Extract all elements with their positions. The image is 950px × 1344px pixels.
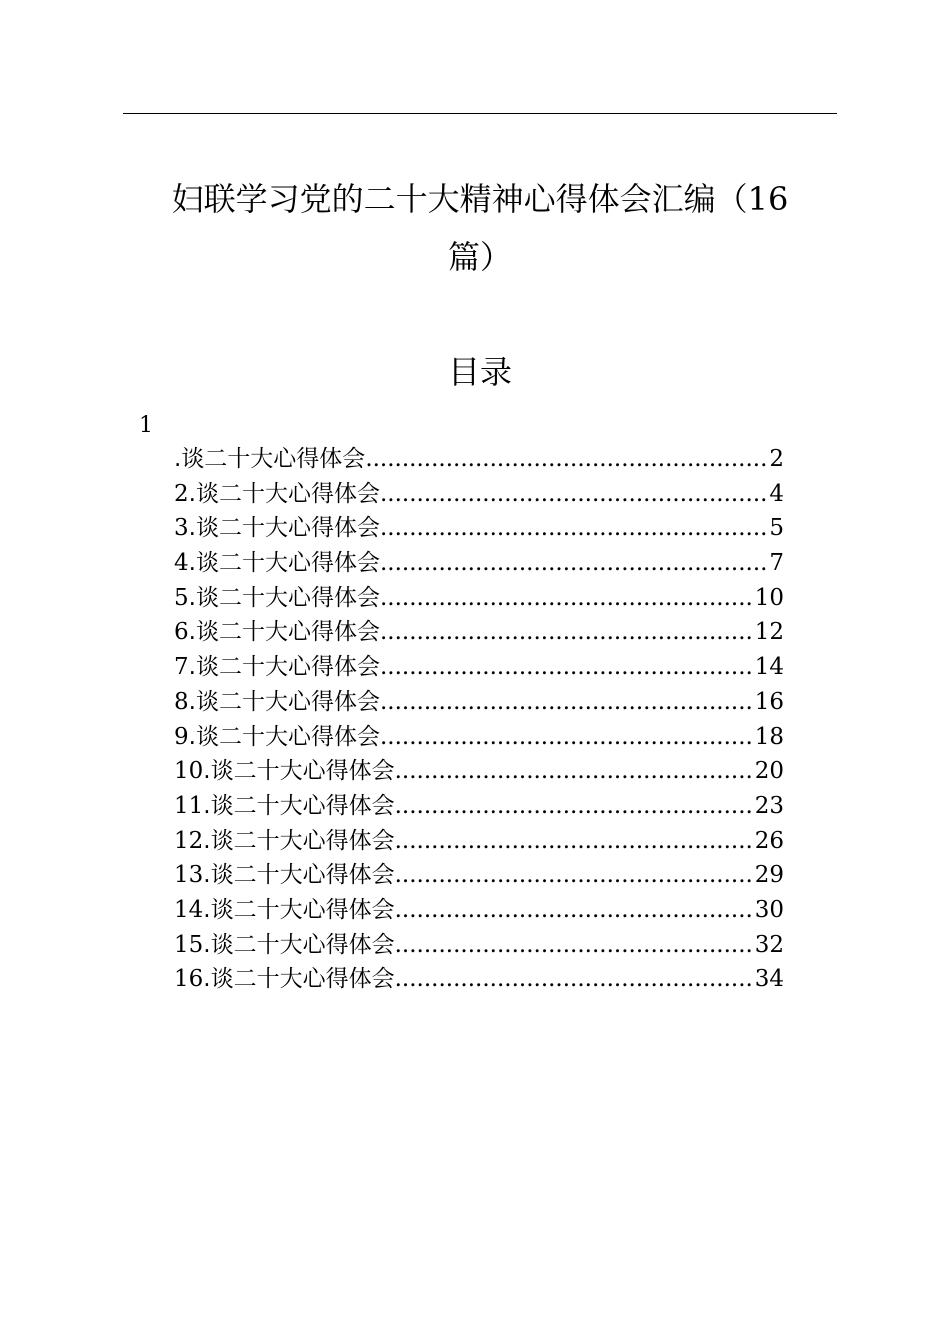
toc-entry-number: 6	[174, 619, 189, 646]
toc-dot-leader	[395, 928, 755, 963]
toc-page-number: 23	[754, 792, 784, 819]
toc-entry[interactable]	[174, 511, 784, 546]
toc-dot-leader	[380, 650, 755, 685]
toc-dot-leader	[380, 615, 755, 650]
toc-page-number: 14	[754, 654, 784, 681]
toc-page-number: 26	[754, 827, 784, 854]
toc-entry-title	[174, 442, 365, 477]
toc-dot-leader	[380, 581, 755, 616]
toc-entry-number: 5	[174, 584, 189, 611]
toc-entry-number: 11	[174, 792, 204, 819]
toc-entry[interactable]	[174, 685, 784, 720]
toc-entry-label: .谈二十大心得体会	[188, 688, 380, 715]
toc-entry[interactable]	[174, 615, 784, 650]
toc-dot-leader	[380, 720, 755, 755]
toc-entry-title	[174, 928, 395, 963]
toc-entry[interactable]	[174, 789, 784, 824]
toc-page-number: 32	[754, 931, 784, 958]
toc-entry-title	[174, 477, 380, 512]
toc-entry[interactable]	[174, 477, 784, 512]
toc-entry-title	[174, 789, 395, 824]
toc-entry-label: .谈二十大心得体会	[203, 792, 395, 819]
toc-entry[interactable]	[174, 546, 784, 581]
toc-entry-label: .谈二十大心得体会	[203, 931, 395, 958]
toc-entry-title	[174, 581, 380, 616]
toc-entry-label: .谈二十大心得体会	[188, 584, 380, 611]
toc-dot-leader	[365, 442, 769, 477]
toc-entry-title	[174, 893, 395, 928]
toc-entry-number: 8	[174, 688, 189, 715]
toc-page-number: 7	[769, 550, 784, 577]
toc-page-number: 10	[754, 584, 784, 611]
toc-page-number: 34	[754, 966, 784, 993]
toc-entry-number: 3	[174, 515, 189, 542]
toc-entry-title	[174, 685, 380, 720]
toc-entry-number: 10	[174, 758, 204, 785]
toc-dot-leader	[380, 685, 755, 720]
toc-entry-title	[174, 511, 380, 546]
toc-dot-leader	[395, 858, 755, 893]
toc-entry-number: 7	[174, 654, 189, 681]
toc-entry[interactable]	[174, 962, 784, 997]
toc-entry[interactable]	[174, 581, 784, 616]
toc-entry-number: 14	[174, 896, 204, 923]
toc-page-number: 4	[769, 480, 784, 507]
toc-entry-number: 2	[174, 480, 189, 507]
toc-entry-title	[174, 720, 380, 755]
toc-entry-label: .谈二十大心得体会	[188, 723, 380, 750]
toc-dot-leader	[395, 754, 755, 789]
toc-entry[interactable]	[174, 824, 784, 859]
toc-entry-title	[174, 650, 380, 685]
toc-entry-number: 15	[174, 931, 204, 958]
toc-dot-leader	[380, 511, 769, 546]
toc-entry-label: .谈二十大心得体会	[203, 827, 395, 854]
toc-dot-leader	[395, 824, 755, 859]
toc-entry-label: .谈二十大心得体会	[203, 896, 395, 923]
toc-entry-label: .谈二十大心得体会	[174, 446, 366, 472]
toc-entry[interactable]	[174, 893, 784, 928]
toc-marker: 1	[139, 413, 153, 438]
toc-entry-title	[174, 824, 395, 859]
toc-entry-title	[174, 754, 395, 789]
toc-dot-leader	[395, 893, 755, 928]
toc-dot-leader	[395, 962, 755, 997]
toc-entry-label: .谈二十大心得体会	[203, 758, 395, 785]
toc-entry-label: .谈二十大心得体会	[203, 966, 395, 993]
toc-page-number: 2	[769, 446, 784, 472]
title-line-1	[135, 170, 825, 228]
title-count: 16	[747, 180, 789, 218]
toc-entry-number: 16	[174, 966, 204, 993]
toc-entry-number: 12	[174, 827, 204, 854]
toc-entry-label: .谈二十大心得体会	[188, 654, 380, 681]
toc-entry[interactable]	[174, 442, 784, 477]
toc-entry[interactable]	[174, 928, 784, 963]
toc-page-number: 20	[754, 758, 784, 785]
toc-dot-leader	[380, 477, 769, 512]
toc-entry-label: .谈二十大心得体会	[188, 550, 380, 577]
toc-dot-leader	[395, 789, 755, 824]
toc-page-number: 29	[754, 862, 784, 889]
toc-page-number: 18	[754, 723, 784, 750]
toc-entry[interactable]	[174, 650, 784, 685]
toc-entry[interactable]	[174, 754, 784, 789]
toc-entry-number: 13	[174, 862, 204, 889]
toc-entry-number: 9	[174, 723, 189, 750]
toc-entry-label: .谈二十大心得体会	[203, 862, 395, 889]
toc-page-number: 16	[754, 688, 784, 715]
toc-entry-number: 4	[174, 550, 189, 577]
header-rule	[123, 113, 837, 114]
document-title	[135, 170, 825, 286]
table-of-contents	[174, 442, 784, 997]
toc-heading: 目录	[447, 353, 512, 391]
toc-dot-leader	[380, 546, 769, 581]
toc-entry-title	[174, 546, 380, 581]
toc-entry[interactable]	[174, 858, 784, 893]
title-text: 妇联学习党的二十大精神心得体会汇编（	[171, 180, 748, 218]
toc-entry-label: .谈二十大心得体会	[188, 480, 380, 507]
toc-entry-label: .谈二十大心得体会	[188, 515, 380, 542]
toc-entry-label: .谈二十大心得体会	[188, 619, 380, 646]
toc-page-number: 30	[754, 896, 784, 923]
toc-page-number: 12	[754, 619, 784, 646]
toc-entry-title	[174, 858, 395, 893]
toc-entry-title	[174, 962, 395, 997]
toc-page-number: 5	[769, 515, 784, 542]
toc-entry[interactable]	[174, 720, 784, 755]
toc-entry-title	[174, 615, 380, 650]
title-line-2: 篇）	[447, 238, 512, 276]
